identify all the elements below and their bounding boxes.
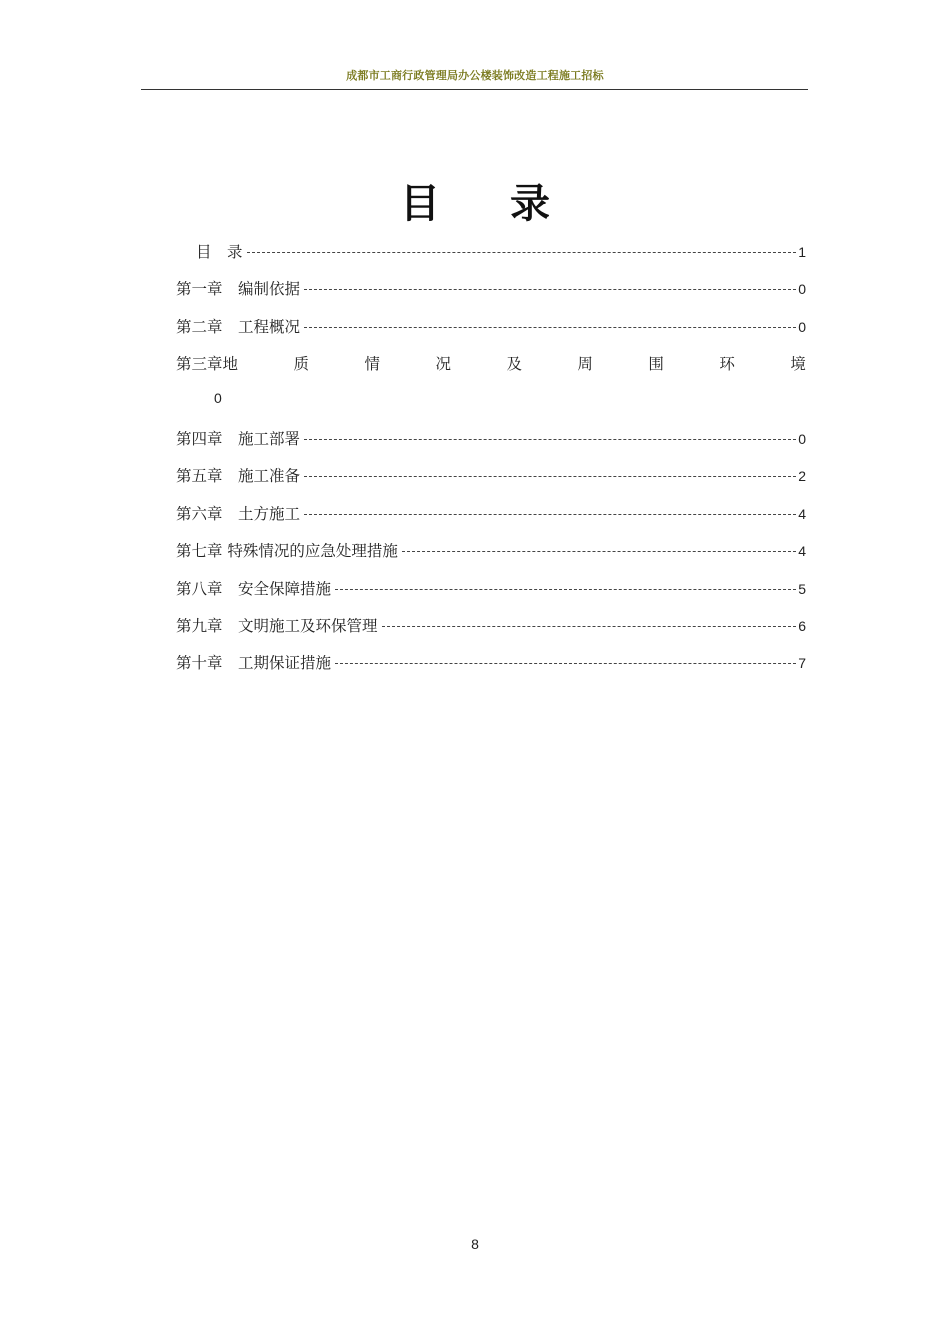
toc-entry-page: 4 [798,543,806,560]
toc-entry-label: 第九章 文明施工及环保管理 [176,616,378,635]
running-header: 成都市工商行政管理局办公楼装饰改造工程施工招标 [346,69,604,82]
toc-entry-page: 0 [798,318,806,335]
toc-entry-label-part: 情 [364,355,380,374]
toc-entry-page: 4 [798,505,806,522]
toc-entry-page: 5 [798,580,806,597]
toc-entry-chapter-3[interactable] [176,352,806,389]
toc-entry-label: 第五章 施工准备 [176,467,301,486]
toc-entry-label-part: 及 [506,355,522,374]
toc-entry-chapter-6[interactable] [176,502,806,539]
dot-leader [382,626,797,627]
toc-entry-chapter-9[interactable] [176,614,806,651]
toc-entry-label: 第七章 特殊情况的应急处理措施 [176,542,398,561]
toc-entry-chapter-7[interactable] [176,539,806,576]
toc-entry-chapter-1[interactable] [176,277,806,314]
toc-entry-page: 1 [798,244,806,260]
toc-entry-label: 第八章 安全保障措施 [176,579,332,598]
page-number: 8 [471,1236,479,1252]
toc-entry-page: 7 [798,655,806,672]
header-divider [141,89,808,90]
toc-entry-label: 第二章 工程概况 [176,317,301,336]
table-of-contents [176,240,806,689]
dot-leader [402,551,796,552]
dot-leader [304,289,796,290]
toc-entry-chapter-10[interactable] [176,651,806,688]
toc-entry-label-part: 境 [790,355,806,374]
toc-entry-label-part: 围 [648,355,664,374]
toc-entry-label: 第一章 编制依据 [176,280,301,299]
toc-entry-label: 第十章 工期保证措施 [176,654,332,673]
toc-entry-label-part: 环 [719,355,735,374]
dot-leader [304,327,796,328]
toc-entry-page: 0 [798,430,806,447]
toc-entry-chapter-2[interactable] [176,315,806,352]
toc-entry-label: 第六章 土方施工 [176,504,301,523]
toc-entry-label-part: 周 [577,355,593,374]
toc-entry-page: 6 [798,617,806,634]
dot-leader [335,663,796,664]
toc-entry-page: 2 [798,468,806,485]
toc-heading: 目 录 [400,180,578,227]
toc-entry-label-part: 况 [435,355,451,374]
toc-entry-label-part: 质 [293,355,309,374]
toc-entry-label-part: 第三章地 [176,355,239,374]
dot-leader [304,476,796,477]
toc-entry-chapter-8[interactable] [176,577,806,614]
toc-entry-chapter-5[interactable] [176,464,806,501]
toc-entry-contents[interactable] [176,240,806,277]
toc-entry-label: 第四章 施工部署 [176,429,301,448]
toc-entry-chapter-3-page [176,390,806,427]
toc-entry-page: 0 [798,281,806,298]
toc-entry-chapter-4[interactable] [176,427,806,464]
toc-entry-page: 0 [214,389,222,406]
dot-leader [247,252,797,253]
dot-leader [304,439,796,440]
dot-leader [304,514,796,515]
dot-leader [335,589,796,590]
toc-entry-label: 目 录 [196,243,243,261]
